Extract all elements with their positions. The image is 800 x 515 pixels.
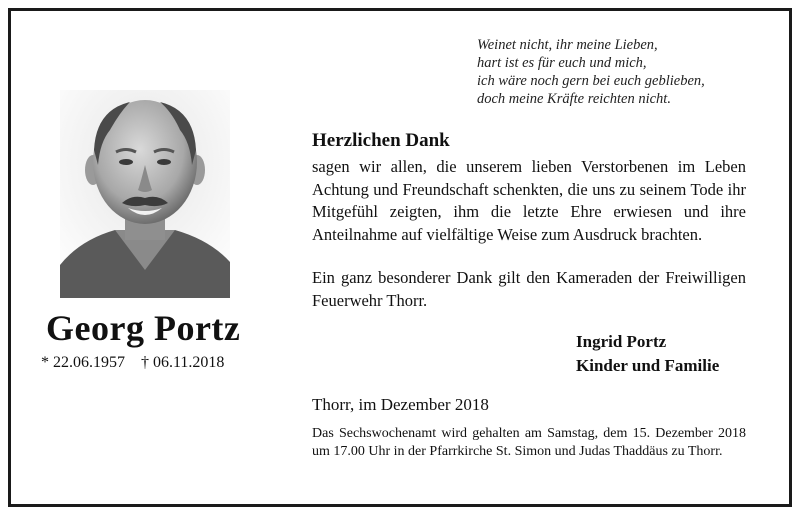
mass-notice: Das Sechswochenamt wird gehalten am Samstag, dem 15. Dezember 2018 um 17.00 Uhr in der Pfarrkirche St. Simon und Judas Thaddäus zu Thorr.	[312, 426, 746, 459]
deceased-name: Georg Portz	[46, 308, 241, 348]
death-date: † 06.11.2018	[141, 354, 225, 371]
thanks-heading: Herzlichen Dank	[312, 130, 450, 151]
poem	[477, 36, 705, 108]
place-date: Thorr, im Dezember 2018	[312, 395, 489, 414]
life-dates	[41, 354, 224, 372]
poem-line: hart ist es für euch und mich,	[477, 55, 647, 71]
special-thanks-paragraph: Ein ganz besonderer Dank gilt den Kameraden der Freiwilligen Feuerwehr Thorr.	[312, 268, 746, 310]
poem-line: Weinet nicht, ihr meine Lieben,	[477, 37, 658, 53]
birth-date: * 22.06.1957	[41, 354, 125, 371]
poem-line: doch meine Kräfte reichten nicht.	[477, 91, 671, 107]
signature	[576, 330, 719, 378]
thanks-paragraph: sagen wir allen, die unserem lieben Verstorbenen im Leben Achtung und Freundschaft schenkten, die uns zu seinem Tode ihr Mitgefühl zeigten, ihm die letzte Ehre erwiesen und ihre Anteilnahme auf vielfältige Weise zum Ausdruck brachten.	[312, 157, 746, 244]
poem-line: ich wäre noch gern bei euch geblieben,	[477, 73, 705, 89]
signature-line: Ingrid Portz	[576, 332, 667, 351]
portrait-photo	[60, 90, 230, 298]
signature-line: Kinder und Familie	[576, 356, 720, 375]
